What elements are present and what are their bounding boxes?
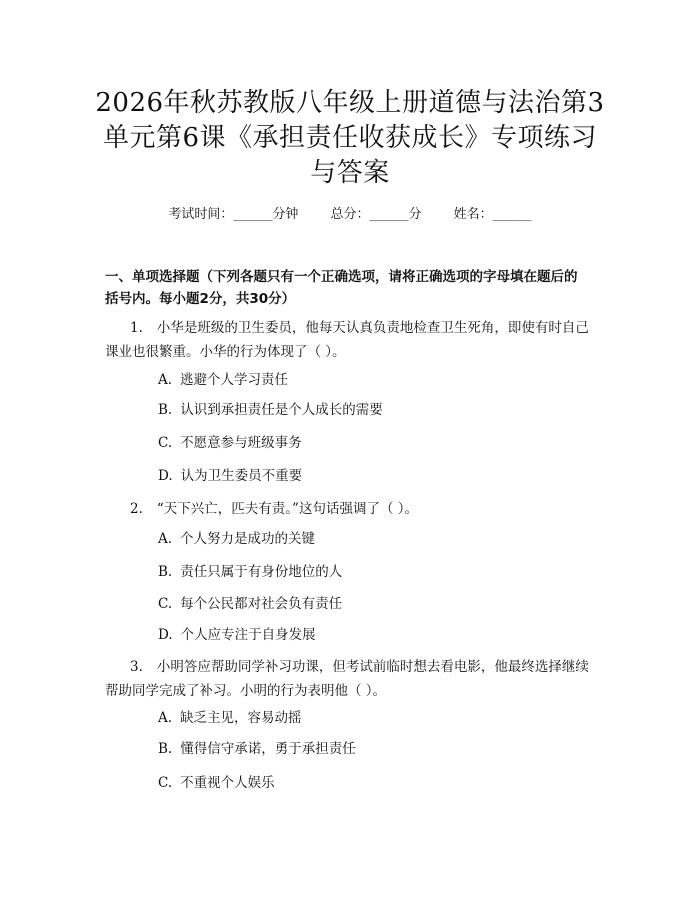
- option-text: 个人应专注于自身发展: [180, 627, 316, 643]
- option-text: 个人努力是成功的关键: [180, 531, 316, 547]
- option-letter: C.: [158, 435, 173, 451]
- option-letter: D.: [158, 627, 173, 643]
- q1-option-c: [158, 433, 578, 453]
- title-line-3: 与答案: [310, 158, 390, 188]
- option-text: 缺乏主见，容易动摇: [180, 710, 302, 726]
- question-1-line-1: [105, 316, 605, 340]
- question-text: 小华是班级的卫生委员，他每天认真负责地检查卫生死角，即使有时自己: [156, 320, 589, 336]
- option-text: 逃避个人学习责任: [180, 372, 289, 388]
- option-letter: B.: [158, 402, 173, 418]
- option-letter: A.: [158, 372, 173, 388]
- exam-name-field: 姓名：______: [453, 207, 532, 222]
- question-number: 2.: [130, 501, 143, 517]
- question-text: “天下兴亡，匹夫有责。”这句话强调了（ ）。: [156, 501, 418, 517]
- option-text: 不愿意参与班级事务: [180, 435, 302, 451]
- question-3-line-1: [105, 655, 605, 679]
- q3-option-b: [158, 739, 578, 759]
- option-text: 不重视个人娱乐: [180, 775, 275, 791]
- option-letter: A.: [158, 710, 173, 726]
- q2-option-a: [158, 529, 578, 549]
- option-text: 责任只属于有身份地位的人: [180, 564, 343, 580]
- option-letter: C.: [158, 775, 173, 791]
- option-text: 每个公民都对社会负有责任: [180, 596, 343, 612]
- question-2-line-1: [105, 497, 605, 521]
- question-text: 小明答应帮助同学补习功课，但考试前临时想去看电影，他最终选择继续: [156, 659, 589, 675]
- title-line-2: 单元第6课《承担责任收获成长》专项练习: [102, 123, 598, 153]
- question-number: 1.: [130, 320, 143, 336]
- option-letter: B.: [158, 741, 173, 757]
- q3-option-a: [158, 708, 578, 728]
- option-letter: B.: [158, 564, 173, 580]
- exam-info: [0, 206, 700, 224]
- exam-time-field: 考试时间：______分钟: [168, 207, 299, 222]
- option-text: 懂得信守承诺，勇于承担责任: [180, 741, 356, 757]
- option-letter: D.: [158, 468, 173, 484]
- question-3-line-2: 帮助同学完成了补习。小明的行为表明他（ ）。: [105, 683, 387, 699]
- option-letter: A.: [158, 531, 173, 547]
- q1-option-d: [158, 466, 578, 486]
- section-heading: [105, 266, 605, 310]
- option-text: 认识到承担责任是个人成长的需要: [180, 402, 383, 418]
- title-line-1: 2026年秋苏教版八年级上册道德与法治第3: [95, 88, 605, 118]
- option-letter: C.: [158, 596, 173, 612]
- q2-option-d: [158, 625, 578, 645]
- q3-option-c: [158, 773, 578, 793]
- question-3: [105, 655, 605, 703]
- section-heading-line-2: 括号内。每小题2分，共30分）: [105, 291, 296, 307]
- question-number: 3.: [130, 659, 143, 675]
- exam-score-field: 总分：______分: [330, 207, 422, 222]
- q1-option-b: [158, 400, 578, 420]
- question-1: [105, 316, 605, 364]
- page-title: [90, 86, 610, 191]
- section-heading-line-1: 一、单项选择题（下列各题只有一个正确选项，请将正确选项的字母填在题后的: [105, 269, 578, 285]
- option-text: 认为卫生委员不重要: [180, 468, 303, 484]
- question-1-line-2: 课业也很繁重。小华的行为体现了（ ）。: [105, 344, 346, 360]
- q2-option-c: [158, 594, 578, 614]
- q1-option-a: [158, 370, 578, 390]
- question-2: [105, 497, 605, 521]
- q2-option-b: [158, 562, 578, 582]
